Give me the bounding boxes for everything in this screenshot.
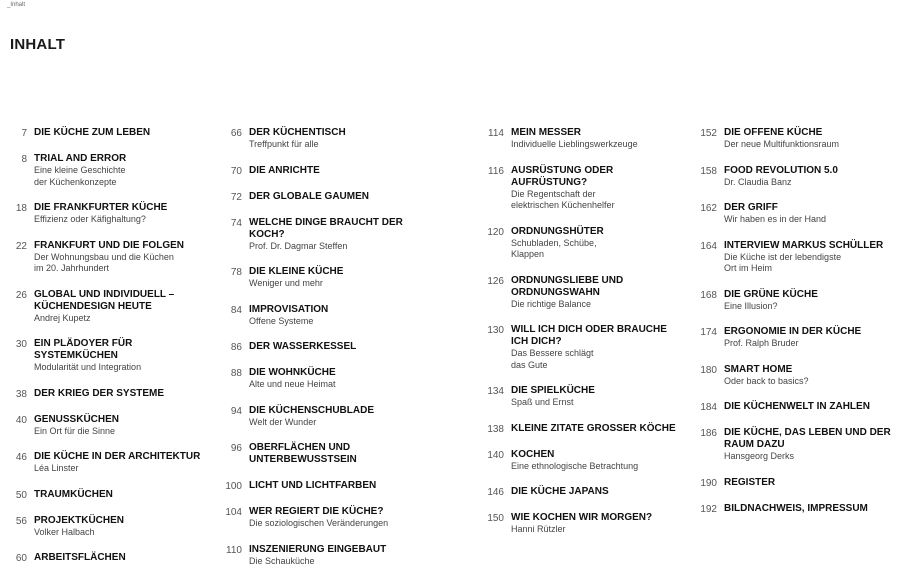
toc-page-number: 46 xyxy=(15,452,27,463)
toc-page-number: 96 xyxy=(230,443,242,454)
toc-entry-title: DIE SPIELKÜCHE xyxy=(511,385,595,396)
toc-entry-subtitle: Schubladen, Schübe, xyxy=(511,237,597,248)
toc-entry-text xyxy=(724,289,892,313)
toc-entry-text xyxy=(34,127,202,139)
toc-entry-title: DIE ANRICHTE xyxy=(249,164,320,176)
toc-page-number: 56 xyxy=(15,515,27,527)
toc-entry-subtitle: Andrej Kupetz xyxy=(34,312,91,323)
toc-entry-subtitle: Effizienz oder Käfighaltung? xyxy=(34,214,146,224)
toc-entry-text xyxy=(34,240,202,275)
page-title: INHALT xyxy=(10,36,66,53)
toc-entry-subtitle: Wir haben es in der Hand xyxy=(724,214,827,224)
toc-page-number: 72 xyxy=(230,191,242,203)
toc-page-number: 86 xyxy=(230,342,242,353)
toc-page-number: 110 xyxy=(226,544,242,556)
toc-entry-title: FRANKFURT UND DIE FOLGEN xyxy=(34,239,184,251)
running-head: _Inhalt xyxy=(7,2,26,8)
toc-page-number: 70 xyxy=(230,165,242,177)
toc-page-number: 66 xyxy=(230,128,242,139)
toc-entry-subtitle: Hanni Rützler xyxy=(511,524,566,534)
toc-entry-text xyxy=(511,449,679,473)
toc-entry-title: GLOBAL UND INDIVIDUELL – KÜCHENDESIGN HEUTE xyxy=(34,288,175,312)
toc-page-number: 168 xyxy=(700,289,717,301)
toc-page-number: 138 xyxy=(487,423,504,435)
toc-entry-title: DIE KÜCHE IN DER ARCHITEKTUR xyxy=(34,451,201,462)
toc-page-number: 104 xyxy=(225,507,242,518)
toc-entry-subtitle: Die Regentschaft der xyxy=(511,188,596,199)
toc-page-number: 180 xyxy=(700,364,717,376)
toc-entry-text xyxy=(249,127,417,151)
toc-entry-subtitle: Oder back to basics? xyxy=(724,375,809,386)
toc-page-number: 88 xyxy=(230,368,242,379)
toc-entry-subtitle: das Gute xyxy=(511,359,548,370)
toc-entry-subtitle: Léa Linster xyxy=(34,463,79,473)
toc-entry-title: INSZENIERUNG EINGEBAUT xyxy=(249,543,387,555)
toc-entry-text xyxy=(724,401,892,413)
toc-entry-text xyxy=(511,512,679,536)
toc-page-number: 150 xyxy=(487,513,504,524)
toc-entry-text xyxy=(34,515,202,539)
toc-entry-title: MEIN MESSER xyxy=(511,127,582,138)
toc-page-number: 50 xyxy=(15,489,27,501)
toc-entry-subtitle: Hansgeorg Derks xyxy=(724,451,795,461)
toc-entry-text xyxy=(249,266,417,290)
toc-page-number: 152 xyxy=(700,128,717,139)
toc-page-number: 116 xyxy=(488,165,504,177)
toc-entry-text xyxy=(249,304,417,328)
toc-page-number: 126 xyxy=(487,275,504,287)
toc-entry-title: TRAUMKÜCHEN xyxy=(34,488,113,500)
toc-entry-title: EIN PLÄDOYER FÜR SYSTEMKÜCHEN xyxy=(34,338,133,361)
toc-page-number: 26 xyxy=(15,289,27,301)
toc-entry-text xyxy=(34,388,202,400)
toc-entry-text xyxy=(724,127,892,151)
toc-entry-text xyxy=(511,324,679,371)
toc-page-number: 192 xyxy=(700,503,717,515)
toc-page-number: 184 xyxy=(700,402,717,413)
toc-page-number: 146 xyxy=(487,487,504,498)
toc-entry-text xyxy=(249,506,417,530)
toc-entry-title: REGISTER xyxy=(724,476,776,488)
toc-entry-title: OBERFLÄCHEN UND UNTERBEWUSSTSEIN xyxy=(249,442,357,465)
toc-entry-title: DIE KÜCHE JAPANS xyxy=(511,486,609,497)
toc-entry-title: AUSRÜSTUNG ODER AUFRÜSTUNG? xyxy=(511,164,614,188)
toc-page-number: 38 xyxy=(15,388,27,400)
toc-entry-text xyxy=(249,191,417,203)
toc-entry-subtitle: Volker Halbach xyxy=(34,526,95,537)
toc-entry-subtitle: Die Küche ist der lebendigste xyxy=(724,251,842,262)
toc-page-number: 130 xyxy=(487,325,504,336)
toc-entry-subtitle: im 20. Jahrhundert xyxy=(34,263,110,273)
toc-entry-text xyxy=(249,217,417,253)
toc-entry-text xyxy=(249,341,417,353)
toc-entry-title: BILDNACHWEIS, IMPRESSUM xyxy=(724,502,868,514)
toc-page-number: 94 xyxy=(230,405,242,417)
toc-entry-title: DIE GRÜNE KÜCHE xyxy=(724,288,818,300)
toc-page-number: 7 xyxy=(21,128,27,139)
toc-entry-subtitle: Die richtige Balance xyxy=(511,298,592,309)
toc-entry-title: DER WASSERKESSEL xyxy=(249,341,357,352)
toc-entry-text xyxy=(34,202,202,226)
toc-entry-subtitle: Alte und neue Heimat xyxy=(249,379,336,389)
toc-page-number: 22 xyxy=(15,240,27,252)
toc-page-number: 78 xyxy=(230,267,242,278)
toc-entry-text xyxy=(249,165,417,177)
toc-entry-text xyxy=(724,477,892,489)
toc-entry-subtitle: Weniger und mehr xyxy=(249,278,323,288)
toc-entry-text xyxy=(34,414,202,438)
toc-entry-text xyxy=(511,385,679,409)
toc-page-number: 120 xyxy=(487,226,504,238)
toc-entry-text xyxy=(511,423,679,435)
toc-page-number: 18 xyxy=(15,203,27,214)
toc-entry-title: DIE KLEINE KÜCHE xyxy=(249,266,344,277)
toc-entry-text xyxy=(724,202,892,226)
toc-page-number: 140 xyxy=(487,449,504,461)
toc-entry-title: KOCHEN xyxy=(511,448,555,460)
toc-entry-text xyxy=(724,165,892,189)
toc-entry-title: ORDNUNGSLIEBE UND ORDNUNGSWAHN xyxy=(511,274,624,298)
toc-entry-title: LICHT UND LICHTFARBEN xyxy=(249,480,377,491)
toc-entry-subtitle: der Küchenkonzepte xyxy=(34,176,117,187)
toc-entry-subtitle: Ein Ort für die Sinne xyxy=(34,425,116,436)
toc-entry-text xyxy=(34,489,202,501)
toc-page-number: 114 xyxy=(488,128,504,139)
toc-entry-subtitle: elektrischen Küchenhelfer xyxy=(511,200,615,210)
toc-entry-text xyxy=(724,503,892,515)
toc-page-number: 190 xyxy=(700,477,717,489)
toc-page-number: 8 xyxy=(21,154,27,165)
toc-entry-text xyxy=(724,240,892,275)
toc-entry-title: DIE KÜCHENSCHUBLADE xyxy=(249,404,375,416)
toc-entry-title: ERGONOMIE IN DER KÜCHE xyxy=(724,326,862,337)
toc-entry-title: WER REGIERT DIE KÜCHE? xyxy=(249,506,384,517)
toc-entry-text xyxy=(511,165,679,212)
toc-entry-subtitle: Welt der Wunder xyxy=(249,416,317,427)
toc-entry-title: DIE KÜCHE, DAS LEBEN UND DER RAUM DAZU xyxy=(724,427,891,450)
toc-entry-title: DIE FRANKFURTER KÜCHE xyxy=(34,202,168,213)
toc-page-number: 164 xyxy=(700,240,717,252)
toc-entry-title: ORDNUNGSHÜTER xyxy=(511,225,604,237)
toc-entry-text xyxy=(249,480,417,492)
toc-entry-subtitle: Das Bessere schlägt xyxy=(511,348,594,358)
toc-entry-title: DER KRIEG DER SYSTEME xyxy=(34,387,165,399)
toc-entry-title: DER GLOBALE GAUMEN xyxy=(249,190,369,202)
toc-entry-title: DIE WOHNKÜCHE xyxy=(249,367,336,378)
toc-entry-title: ARBEITSFLÄCHEN xyxy=(34,552,126,563)
toc-entry-title: DIE KÜCHE ZUM LEBEN xyxy=(34,127,151,138)
toc-entry-subtitle: Modularität und Integration xyxy=(34,362,142,372)
toc-entry-text xyxy=(249,442,417,466)
toc-entry-text xyxy=(511,486,679,498)
toc-entry-subtitle: Der Wohnungsbau und die Küchen xyxy=(34,251,174,262)
toc-entry-title: DIE KÜCHENWELT IN ZAHLEN xyxy=(724,401,870,412)
toc-entry-subtitle: Eine ethnologische Betrachtung xyxy=(511,460,639,471)
toc-entry-subtitle: Die soziologischen Veränderungen xyxy=(249,518,389,528)
toc-page-number: 162 xyxy=(700,203,717,214)
toc-page-number: 134 xyxy=(487,386,504,397)
toc-entry-text xyxy=(34,552,202,564)
toc-entry-title: WIE KOCHEN WIR MORGEN? xyxy=(511,512,653,523)
toc-entry-text xyxy=(724,326,892,350)
toc-entry-subtitle: Ort im Heim xyxy=(724,263,772,273)
toc-entry-subtitle: Treffpunkt für alle xyxy=(249,139,319,149)
toc-entry-title: IMPROVISATION xyxy=(249,303,329,315)
toc-entry-subtitle: Spaß und Ernst xyxy=(511,397,574,407)
toc-entry-text xyxy=(34,153,202,188)
toc-entry-title: FOOD REVOLUTION 5.0 xyxy=(724,164,838,176)
toc-entry-text xyxy=(511,226,679,261)
toc-entry-title: WILL ICH DICH ODER BRAUCHE ICH DICH? xyxy=(511,324,667,347)
toc-entry-subtitle: Der neue Multifunktionsraum xyxy=(724,139,840,149)
toc-entry-subtitle: Klappen xyxy=(511,249,545,259)
toc-entry-subtitle: Die Schauküche xyxy=(249,555,315,566)
toc-page-number: 100 xyxy=(225,481,242,492)
toc-entry-title: INTERVIEW MARKUS SCHÜLLER xyxy=(724,239,884,251)
toc-entry-subtitle: Dr. Claudia Banz xyxy=(724,176,792,187)
toc-page-number: 60 xyxy=(15,553,27,564)
toc-page-number: 40 xyxy=(15,414,27,426)
toc-entry-subtitle: Eine kleine Geschichte xyxy=(34,165,126,175)
toc-entry-title: GENUSSKÜCHEN xyxy=(34,413,120,425)
toc-entry-text xyxy=(511,275,679,311)
toc-page-number: 174 xyxy=(700,327,717,338)
toc-entry-text xyxy=(249,367,417,391)
toc-entry-subtitle: Prof. Dr. Dagmar Steffen xyxy=(249,240,348,251)
toc-entry-title: PROJEKTKÜCHEN xyxy=(34,514,125,526)
toc-entry-title: DER KÜCHENTISCH xyxy=(249,127,346,138)
toc-entry-title: DIE OFFENE KÜCHE xyxy=(724,127,823,138)
toc-entry-subtitle: Offene Systeme xyxy=(249,315,314,326)
toc-entry-title: DER GRIFF xyxy=(724,202,778,213)
toc-entry-title: TRIAL AND ERROR xyxy=(34,153,127,164)
toc-page-number: 158 xyxy=(700,165,717,177)
toc-entry-subtitle: Individuelle Lieblingswerkzeuge xyxy=(511,139,638,149)
toc-entry-text xyxy=(511,127,679,151)
toc-entry-text xyxy=(249,544,417,568)
toc-entry-text xyxy=(724,427,892,463)
toc-entry-text xyxy=(249,405,417,429)
toc-entry-text xyxy=(34,338,202,374)
toc-entry-text xyxy=(34,289,202,325)
toc-page-number: 30 xyxy=(15,339,27,350)
toc-entry-text xyxy=(724,364,892,388)
toc-page-number: 84 xyxy=(230,304,242,316)
toc-entry-text xyxy=(34,451,202,475)
toc-entry-title: SMART HOME xyxy=(724,363,793,375)
toc-entry-title: KLEINE ZITATE GROSSER KÖCHE xyxy=(511,422,676,434)
toc-page-number: 186 xyxy=(700,428,717,439)
toc-entry-subtitle: Eine Illusion? xyxy=(724,300,778,311)
toc-entry-title: WELCHE DINGE BRAUCHT DER KOCH? xyxy=(249,216,403,240)
toc-page-number: 74 xyxy=(230,217,242,229)
toc-entry-subtitle: Prof. Ralph Bruder xyxy=(724,338,799,348)
